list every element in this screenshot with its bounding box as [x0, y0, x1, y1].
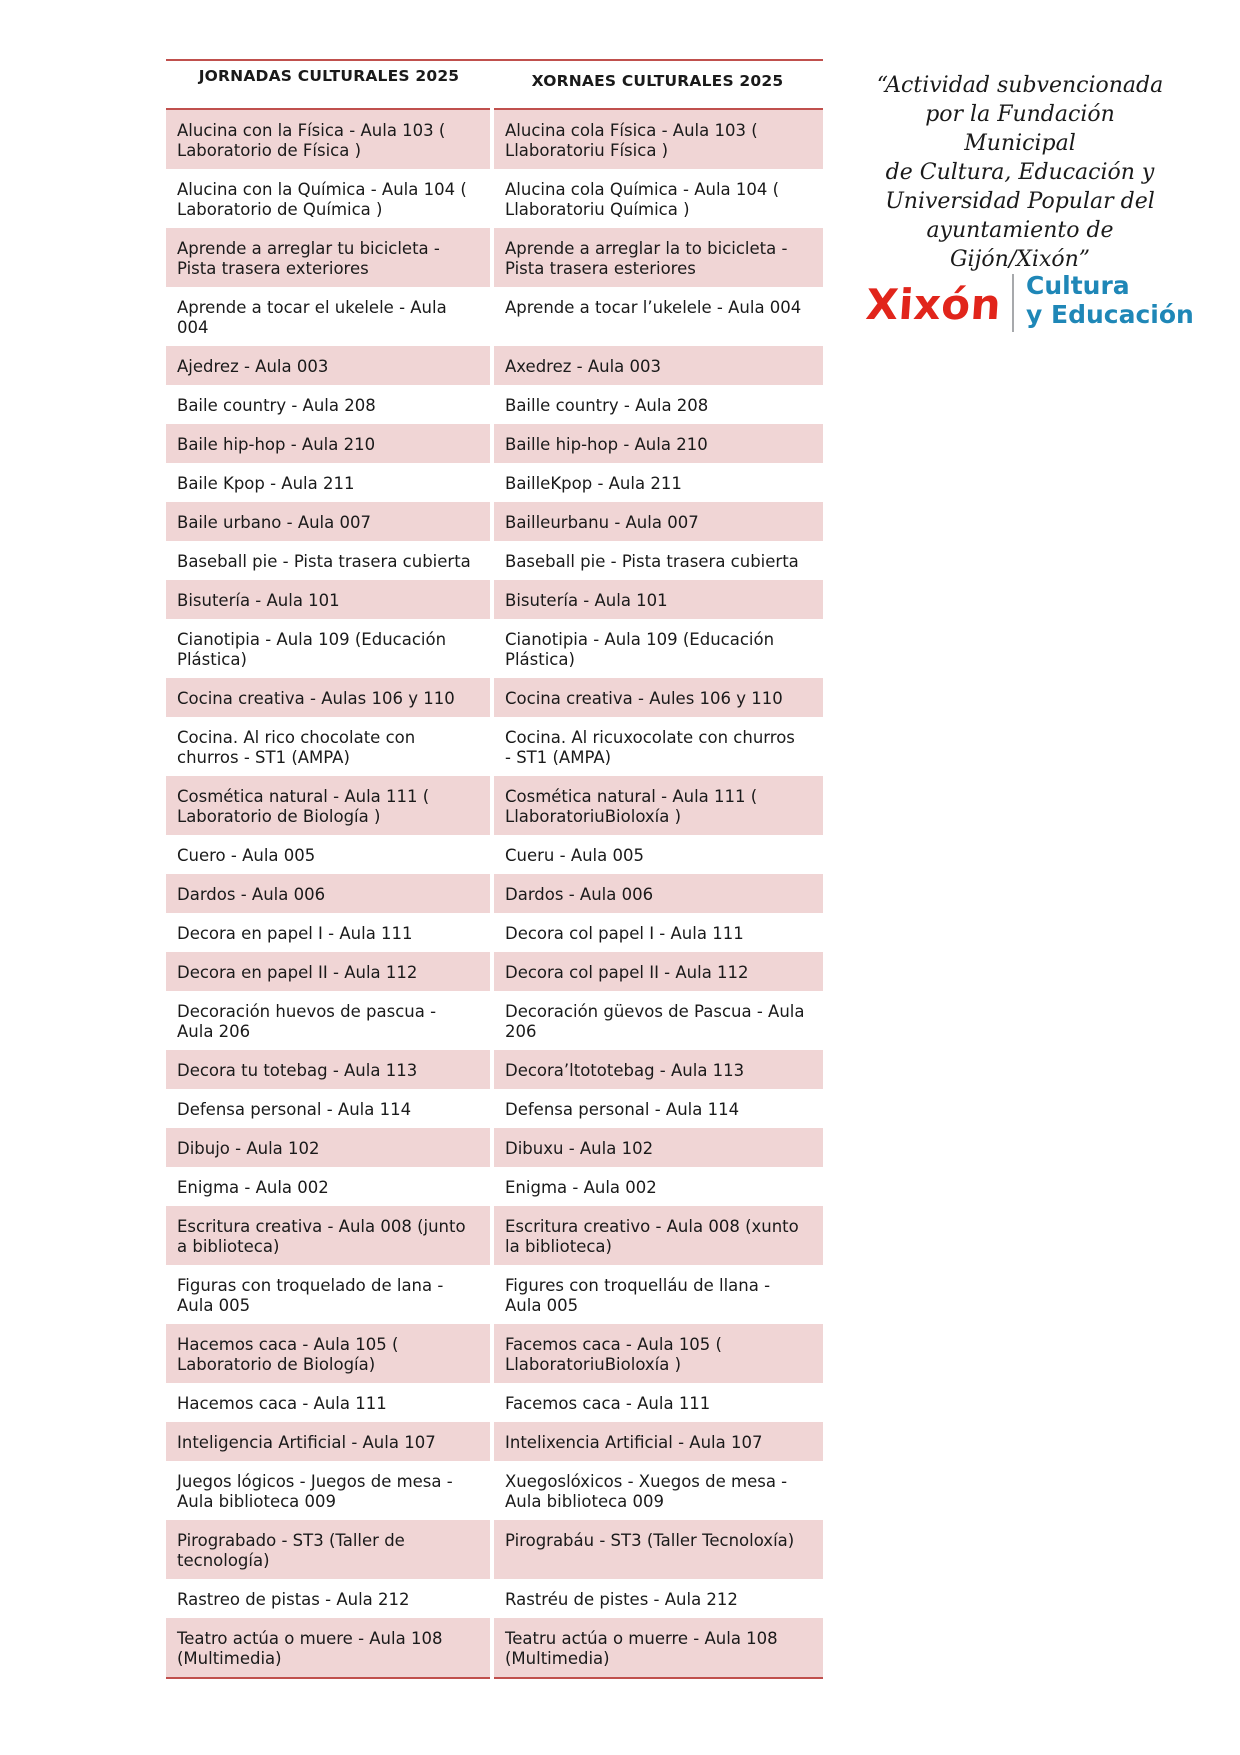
cell-spanish: Decora tu totebag - Aula 113 — [166, 1050, 492, 1089]
cell-spanish: Rastreo de pistas - Aula 212 — [166, 1579, 492, 1618]
cell-asturian: Teatru actúa o muerre - Aula 108 (Multimedia) — [492, 1618, 823, 1678]
cell-spanish: Cuero - Aula 005 — [166, 835, 492, 874]
cell-asturian: Baseball pie - Pista trasera cubierta — [505, 552, 799, 571]
cell-spanish: Alucina con la Física - Aula 103 ( Laboratorio de Física ) — [166, 109, 492, 169]
cell-spanish: Baile urbano - Aula 007 — [166, 502, 492, 541]
cell-asturian: Dibuxu - Aula 102 — [492, 1128, 823, 1167]
cell-asturian: Intelixencia Artificial - Aula 107 — [492, 1422, 823, 1461]
cell-spanish: Decoración huevos de pascua - Aula 206 — [166, 991, 492, 1050]
table-row — [166, 991, 823, 1050]
cell-asturian: Dardos - Aula 006 — [492, 874, 823, 913]
table-row — [166, 619, 823, 678]
cell-asturian: Defensa personal - Aula 114 — [505, 1100, 740, 1119]
cell-spanish: Baile country - Aula 208 — [166, 385, 492, 424]
cell-asturian: Bailleurbanu - Aula 007 — [492, 502, 823, 541]
cell-spanish: Aprende a tocar el ukelele - Aula 004 — [166, 287, 492, 346]
cell-spanish: Dardos - Aula 006 — [166, 874, 492, 913]
table-body — [166, 109, 823, 1678]
cell-spanish: Hacemos caca - Aula 111 — [166, 1383, 492, 1422]
cell-asturian: BailleKpop - Aula 211 — [505, 474, 682, 493]
cell-spanish: Figuras con troquelado de lana - Aula 005 — [166, 1265, 492, 1324]
table-row — [166, 1167, 823, 1206]
cell-asturian: Enigma - Aula 002 — [505, 1178, 657, 1197]
cell-asturian: Cianotipia - Aula 109 (Educación Plástica) — [505, 630, 775, 669]
cell-spanish: Baile hip-hop - Aula 210 — [166, 424, 492, 463]
cell-asturian: Cocina. Al ricuxocolate con churros - ST1 (AMPA) — [505, 728, 795, 767]
xixon-cultura-logo — [864, 271, 1194, 334]
table-row — [166, 109, 823, 169]
cell-asturian: Escritura creativo - Aula 008 (xunto la biblioteca) — [492, 1206, 823, 1265]
table-row — [166, 580, 823, 619]
table-header-row — [166, 60, 823, 109]
table-row — [166, 541, 823, 580]
cell-spanish: Dibujo - Aula 102 — [166, 1128, 492, 1167]
table-row — [166, 228, 823, 287]
cell-asturian: Baille hip-hop - Aula 210 — [492, 424, 823, 463]
cell-spanish: Decora en papel I - Aula 111 — [166, 913, 492, 952]
cell-spanish: Cocina. Al rico chocolate con churros - ST1 (AMPA) — [166, 717, 492, 776]
table-row — [166, 835, 823, 874]
table-row — [166, 952, 823, 991]
table-row — [166, 385, 823, 424]
cell-asturian: Decoración güevos de Pascua - Aula 206 — [505, 1002, 805, 1041]
header-spanish: JORNADAS CULTURALES 2025 — [166, 60, 492, 109]
table-row — [166, 678, 823, 717]
cell-asturian: Cueru - Aula 005 — [505, 846, 644, 865]
table-row — [166, 1618, 823, 1678]
cell-spanish: Ajedrez - Aula 003 — [166, 346, 492, 385]
cell-asturian: Cocina creativa - Aules 106 y 110 — [492, 678, 823, 717]
cell-asturian: Aprende a tocar l’ukelele - Aula 004 — [505, 298, 802, 317]
table-row — [166, 502, 823, 541]
cell-spanish: Cosmética natural - Aula 111 ( Laboratorio de Biología ) — [166, 776, 492, 835]
cell-spanish: Escritura creativa - Aula 008 (junto a biblioteca) — [166, 1206, 492, 1265]
cell-spanish: Hacemos caca - Aula 105 ( Laboratorio de Biología) — [166, 1324, 492, 1383]
table-row — [166, 1128, 823, 1167]
cell-asturian: Rastréu de pistes - Aula 212 — [505, 1590, 738, 1609]
cell-asturian: Baille country - Aula 208 — [505, 396, 709, 415]
cell-spanish: Defensa personal - Aula 114 — [166, 1089, 492, 1128]
cell-asturian: Facemos caca - Aula 105 ( LlaboratoriuBioloxía ) — [492, 1324, 823, 1383]
table-row — [166, 717, 823, 776]
cell-asturian: Decora col papel II - Aula 112 — [492, 952, 823, 991]
table-row — [166, 1383, 823, 1422]
cell-spanish: Juegos lógicos - Juegos de mesa - Aula biblioteca 009 — [166, 1461, 492, 1520]
cell-asturian: Decora col papel I - Aula 111 — [505, 924, 744, 943]
cell-asturian: Aprende a arreglar la to bicicleta - Pista trasera esteriores — [492, 228, 823, 287]
table-row — [166, 1324, 823, 1383]
logo-line-2: y Educación — [1026, 300, 1194, 329]
table-row — [166, 1461, 823, 1520]
header-asturian: XORNAES CULTURALES 2025 — [492, 60, 823, 109]
cell-asturian: Alucina cola Química - Aula 104 ( Llaboratoriu Química ) — [505, 180, 780, 219]
logo-divider — [1012, 274, 1014, 332]
cell-asturian: Facemos caca - Aula 111 — [505, 1394, 711, 1413]
cell-asturian: Xuegoslóxicos - Xuegos de mesa - Aula biblioteca 009 — [505, 1472, 788, 1511]
cell-spanish: Bisutería - Aula 101 — [166, 580, 492, 619]
table-row — [166, 1520, 823, 1579]
cell-asturian: Axedrez - Aula 003 — [492, 346, 823, 385]
cell-spanish: Alucina con la Química - Aula 104 ( Laboratorio de Química ) — [166, 169, 492, 228]
table-row — [166, 346, 823, 385]
table-row — [166, 776, 823, 835]
cell-spanish: Decora en papel II - Aula 112 — [166, 952, 492, 991]
table-row — [166, 463, 823, 502]
cell-spanish: Teatro actúa o muere - Aula 108 (Multimedia) — [166, 1618, 492, 1678]
cell-asturian: Pirograbáu - ST3 (Taller Tecnoloxía) — [492, 1520, 823, 1579]
logo-line-1: Cultura — [1026, 271, 1130, 300]
logo-wordmark: Xixón — [864, 280, 1003, 329]
table-row — [166, 1579, 823, 1618]
cell-spanish: Enigma - Aula 002 — [166, 1167, 492, 1206]
funding-credit-quote: “Actividad subvencionada por la Fundación Municipal de Cultura, Educación y Universidad Popular del ayuntamiento de Gijón/Xixón” — [876, 73, 1164, 272]
table-row — [166, 287, 823, 346]
table-row — [166, 169, 823, 228]
cell-asturian: Bisutería - Aula 101 — [492, 580, 823, 619]
activities-table — [166, 59, 823, 1679]
cell-spanish: Pirograbado - ST3 (Taller de tecnología) — [166, 1520, 492, 1579]
table-row — [166, 913, 823, 952]
table-row — [166, 1089, 823, 1128]
cell-asturian: Figures con troquelláu de llana - Aula 005 — [505, 1276, 771, 1315]
table-row — [166, 1422, 823, 1461]
table-row — [166, 1050, 823, 1089]
cell-spanish: Baseball pie - Pista trasera cubierta — [166, 541, 492, 580]
table-row — [166, 1265, 823, 1324]
cell-asturian: Decora’ltototebag - Aula 113 — [492, 1050, 823, 1089]
cell-spanish: Aprende a arreglar tu bicicleta - Pista trasera exteriores — [166, 228, 492, 287]
table-row — [166, 1206, 823, 1265]
table-row — [166, 874, 823, 913]
cell-spanish: Cianotipia - Aula 109 (Educación Plástica) — [166, 619, 492, 678]
cell-spanish: Inteligencia Artificial - Aula 107 — [166, 1422, 492, 1461]
cell-spanish: Baile Kpop - Aula 211 — [166, 463, 492, 502]
table-row — [166, 424, 823, 463]
cell-asturian: Cosmética natural - Aula 111 ( LlaboratoriuBioloxía ) — [492, 776, 823, 835]
cell-asturian: Alucina cola Física - Aula 103 ( Llaboratoriu Física ) — [492, 109, 823, 169]
cell-spanish: Cocina creativa - Aulas 106 y 110 — [166, 678, 492, 717]
